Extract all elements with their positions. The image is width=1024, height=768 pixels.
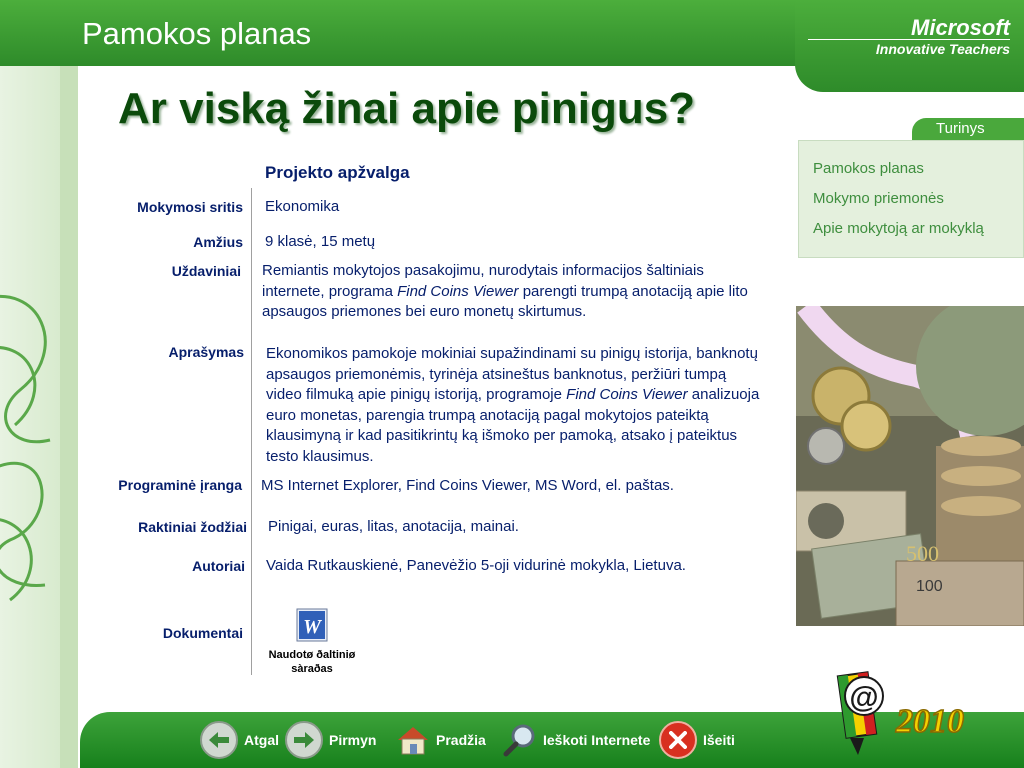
label-tasks: Uždaviniai	[171, 263, 241, 279]
svg-text:@: @	[849, 681, 879, 714]
word-document-icon[interactable]	[296, 608, 328, 642]
menu-item-lesson-plan[interactable]: Pamokos planas	[813, 160, 924, 177]
label-keywords: Raktiniai žodžiai	[138, 519, 247, 535]
label-software: Programinė įranga	[118, 477, 242, 493]
brand-name: Microsoft	[911, 15, 1010, 40]
back-button[interactable]	[200, 718, 279, 762]
value-description: Ekonomikos pamokoje mokiniai supažindinami su pinigų istorija, banknotų apsaugos priemonėmis, tyrinėja atsineštus banknotus, peržiūri tumpą video filmuką apie pinigų istoriją, programoje Find Coins Viewer analizuoja euro monetas, parengia trumpą anotaciją pagal mokytojos pateiktą klausimyną ir kad pasitikrintų ką išmoko per pamoką, atsako į pateiktus testo klausimus.	[266, 345, 760, 465]
contents-tab[interactable]: Turinys	[912, 118, 1024, 140]
magnifier-icon	[503, 723, 537, 757]
home-label: Pradžia	[436, 732, 486, 748]
menu-item-about-teacher[interactable]: Apie mokytoją ar mokyklą	[813, 220, 984, 237]
home-button[interactable]	[396, 718, 486, 762]
left-arrow-icon	[200, 721, 238, 759]
label-age: Amžius	[193, 234, 243, 250]
back-label: Atgal	[244, 732, 279, 748]
year-2010-logo	[836, 660, 1016, 760]
right-arrow-icon	[285, 721, 323, 759]
label-subject-area: Mokymosi sritis	[137, 199, 243, 215]
value-tasks: Remiantis mokytojos pasakojimu, nurodytais informacijos šaltiniais internete, programa Find Coins Viewer parengti trumpą anotaciją apie lito apsaugos priemones bei euro monetų skirtumus.	[262, 262, 748, 320]
microsoft-logo	[800, 17, 1010, 57]
document-link-caption[interactable]: Naudotø ðaltiniø sàraðas	[268, 649, 356, 675]
exit-button[interactable]	[659, 718, 735, 762]
menu-item-teaching-tools[interactable]: Mokymo priemonės	[813, 190, 944, 207]
search-internet-button[interactable]	[503, 718, 650, 762]
banner-title: Pamokos planas	[82, 16, 312, 51]
svg-text:2010: 2010	[896, 703, 964, 740]
value-keywords: Pinigai, euras, litas, anotacija, mainai.	[268, 518, 519, 535]
label-description: Aprašymas	[168, 344, 244, 360]
contents-menu	[798, 140, 1024, 258]
content-divider	[251, 188, 252, 675]
value-software: MS Internet Explorer, Find Coins Viewer, MS Word, el. paštas.	[261, 477, 674, 494]
house-icon	[396, 723, 430, 757]
page-heading: Ar viską žinai apie pinigus?	[118, 84, 696, 133]
close-x-icon	[659, 721, 697, 759]
value-subject-area: Ekonomika	[265, 198, 340, 215]
value-authors: Vaida Rutkauskienė, Panevėžio 5-oji vidurinė mokykla, Lietuva.	[266, 557, 686, 574]
value-age: 9 klasė, 15 metų	[265, 233, 376, 250]
forward-label: Pirmyn	[329, 732, 377, 748]
search-label: Ieškoti Internete	[543, 732, 651, 748]
brand-program: Innovative Teachers	[808, 39, 1010, 57]
label-authors: Autoriai	[192, 558, 245, 574]
overview-title: Projekto apžvalga	[265, 163, 410, 182]
svg-text:W: W	[303, 616, 321, 638]
swirl-decoration	[0, 240, 60, 660]
svg-text:100: 100	[916, 578, 943, 595]
forward-button[interactable]	[285, 718, 376, 762]
svg-text:500: 500	[906, 541, 939, 566]
left-inner-band	[60, 66, 78, 768]
exit-label: Išeiti	[703, 732, 735, 748]
money-photo	[796, 306, 1024, 626]
label-documents: Dokumentai	[162, 625, 243, 641]
